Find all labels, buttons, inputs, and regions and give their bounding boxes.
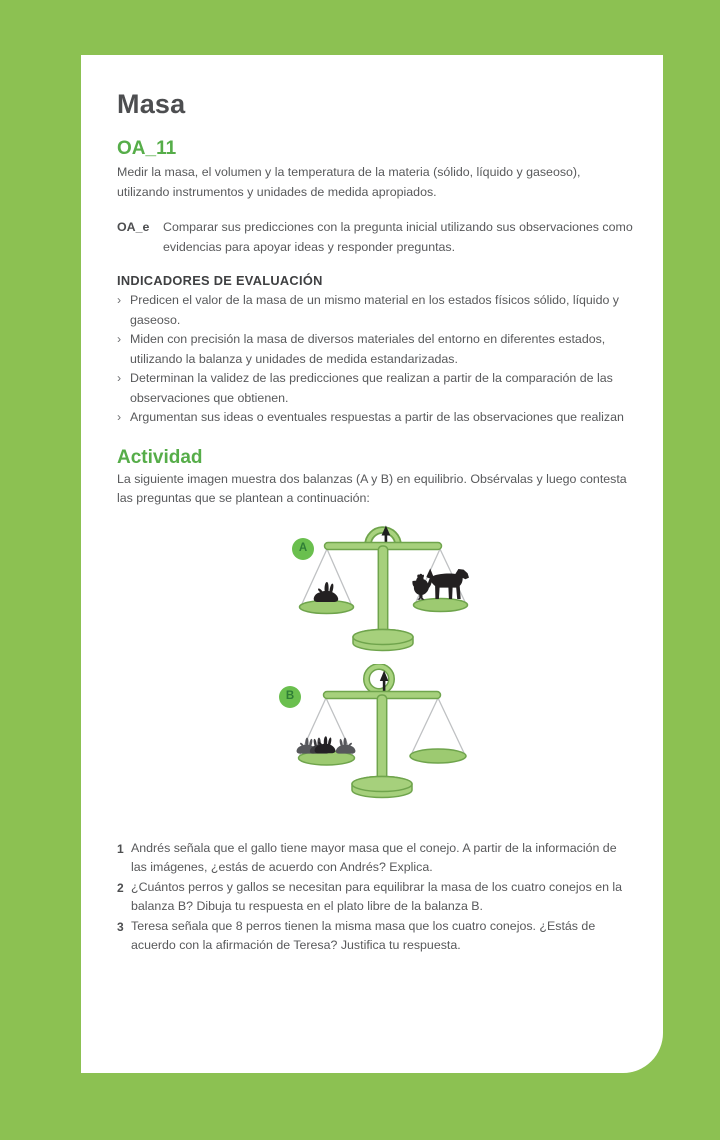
oa11-heading: OA_11 xyxy=(117,138,177,159)
page-content xyxy=(81,55,663,956)
balance-base xyxy=(353,629,413,650)
left-pan xyxy=(300,600,354,613)
bullet-marker: › xyxy=(117,332,122,346)
indicator-item xyxy=(117,369,634,408)
balance-pole xyxy=(377,695,386,785)
balance-b-label: B xyxy=(279,686,301,708)
question-text: Teresa señala que 8 perros tienen la misma masa que los cuatro conejos. ¿Estás de acuerdo con la afirmación de Teresa? Justifica tu respuesta. xyxy=(131,918,596,952)
balance-pole xyxy=(378,546,387,637)
questions-list xyxy=(117,839,634,956)
rabbit-icon xyxy=(336,737,356,753)
oae-body: Comparar sus predicciones con la pregunta inicial utilizando sus observaciones como evidencias para apoyar ideas y responder preguntas. xyxy=(163,220,633,254)
indicator-text: Predicen el valor de la masa de un mismo material en los estados físicos sólido, líquido y gaseoso. xyxy=(130,293,619,327)
pivot-ring-icon xyxy=(367,666,392,691)
indicator-item xyxy=(117,291,634,330)
balance-a-figure xyxy=(290,520,480,655)
indicator-text: Argumentan sus ideas o eventuales respuestas a partir de las observaciones que realizan xyxy=(130,410,624,424)
indicator-text: Determinan la validez de las predicciones que realizan a partir de la comparación de las observaciones que obtienen. xyxy=(130,371,613,405)
oae-row xyxy=(117,218,634,257)
balances-illustration xyxy=(117,515,634,833)
balance-b-figure xyxy=(287,664,477,801)
oae-label: OA_e xyxy=(117,220,150,234)
question-item xyxy=(117,839,634,878)
right-pan-empty xyxy=(410,749,466,763)
bullet-marker: › xyxy=(117,371,122,385)
question-text: Andrés señala que el gallo tiene mayor masa que el conejo. A partir de la información de las imágenes, ¿estás de acuerdo con Andrés? Explica. xyxy=(131,840,617,874)
indicator-item xyxy=(117,330,634,369)
page-title: Masa xyxy=(117,89,186,119)
document-page xyxy=(81,55,663,1073)
activity-intro: La siguiente imagen muestra dos balanzas (A y B) en equilibrio. Obsérvalas y luego contesta las preguntas que se plantean a continuación: xyxy=(117,471,627,505)
question-text: ¿Cuántos perros y gallos se necesitan para equilibrar la masa de los cuatro conejos en la balanza B? Dibuja tu respuesta en el plato libre de la balanza B. xyxy=(131,879,623,913)
balance-a-label: A xyxy=(292,538,314,560)
question-item xyxy=(117,878,634,917)
question-number: 1 xyxy=(117,841,124,856)
oa11-body: Medir la masa, el volumen y la temperatura de la materia (sólido, líquido y gaseoso), utilizando instrumentos y unidades de medida apropiados. xyxy=(117,165,581,199)
rabbit-icon xyxy=(314,582,338,602)
bullet-marker: › xyxy=(117,293,122,307)
indicators-heading: INDICADORES DE EVALUACIÓN xyxy=(117,273,323,288)
right-pan xyxy=(414,598,468,611)
balance-base xyxy=(352,776,412,797)
dog-icon xyxy=(427,568,470,599)
indicator-item xyxy=(117,408,634,428)
question-number: 3 xyxy=(117,919,124,934)
indicator-text: Miden con precisión la masa de diversos materiales del entorno en diferentes estados, utilizando la balanza y unidades de medida estandarizadas. xyxy=(130,332,606,366)
indicators-list xyxy=(117,291,634,428)
bullet-marker: › xyxy=(117,410,122,424)
activity-heading: Actividad xyxy=(117,446,203,468)
question-item xyxy=(117,917,634,956)
question-number: 2 xyxy=(117,880,124,895)
